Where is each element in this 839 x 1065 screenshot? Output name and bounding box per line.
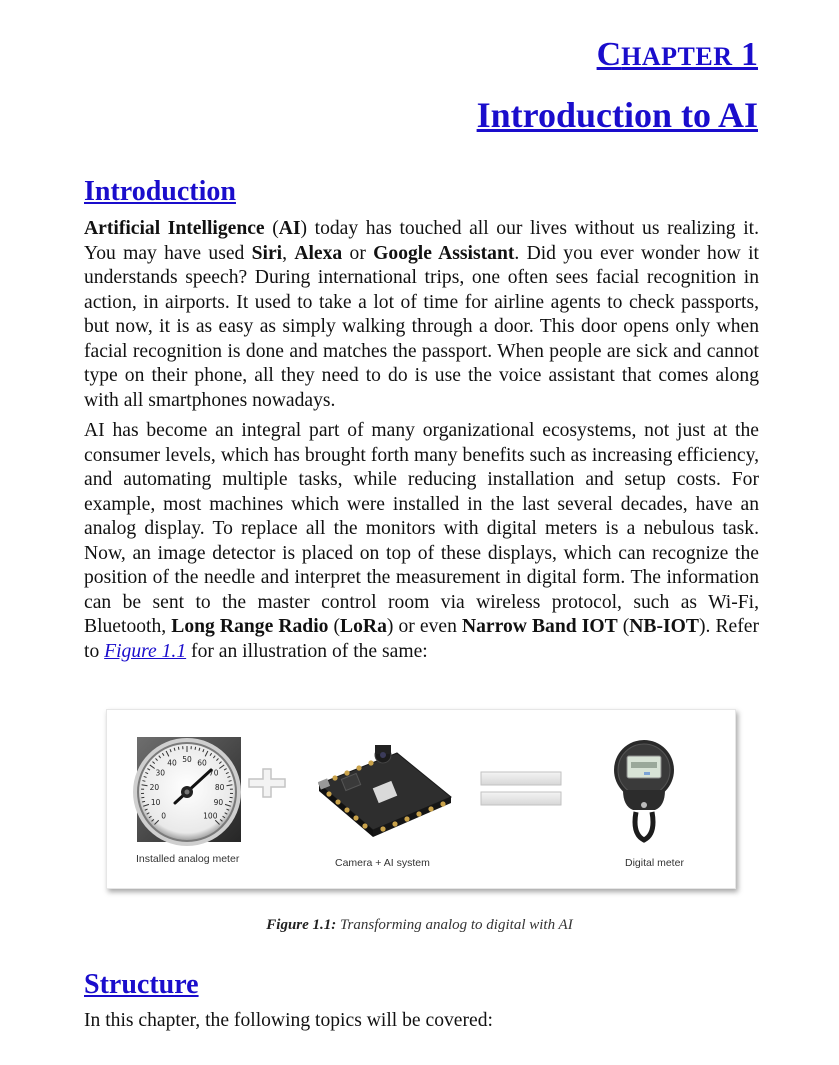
analog-meter-image <box>133 737 241 846</box>
figure-caption: Figure 1.1: Transforming analog to digital with AI <box>266 917 573 933</box>
gauge-tick <box>229 801 232 802</box>
chapter-label: CHAPTER 1 <box>596 36 758 73</box>
gauge-number: 60 <box>197 758 207 768</box>
gauge-tick <box>195 747 196 750</box>
gauge-number: 10 <box>150 798 161 808</box>
gauge-number: 30 <box>155 768 166 778</box>
intro-paragraph-2: AI has become an integral part of many organizational ecosystems, not just at the consumer levels, which has brought forth many benefits such as increasing efficiency, and automating multiple tasks, while reducing installation and setup costs. For example, most machines which were installed in the last several decades, have an analog display. To replace all the monitors with digital meters is a nebulous task. Now, an image detector is placed on top of these displays, which can recognize the position of the needle and interpret the measurement in digital form. The information can be sent to the master control room via wireless protocol, such as Wi-Fi, Bluetooth, Long Range Radio (LoRa) or even Narrow Band IOT (NB-IOT). Refer to Figure 1.1 for an illustration of the same: <box>84 420 759 662</box>
plus-icon <box>249 769 285 797</box>
gauge-tick <box>178 747 179 750</box>
structure-heading: Structure <box>84 969 199 1000</box>
gauge-number: 0 <box>161 811 167 821</box>
equals-icon <box>481 772 561 805</box>
structure-paragraph: In this chapter, the following topics will be covered: <box>84 1010 493 1031</box>
figure-label-camera-ai: Camera + AI system <box>335 857 430 869</box>
figure-label-digital-meter: Digital meter <box>625 857 684 869</box>
figure-label-analog-meter: Installed analog meter <box>136 853 240 865</box>
introduction-heading: Introduction <box>84 176 236 207</box>
gauge-number: 80 <box>214 782 225 792</box>
gauge-number: 70 <box>208 768 219 778</box>
digital-meter-image <box>614 740 674 840</box>
gauge-number: 90 <box>213 798 224 808</box>
chapter-title: Introduction to AI <box>476 95 758 135</box>
gauge-number: 20 <box>149 782 160 792</box>
gauge-number: 50 <box>182 755 192 764</box>
figure-1-1 <box>106 709 736 889</box>
intro-paragraph-1: Artificial Intelligence (AI) today has touched all our lives without us realizing it. You may have used Siri, Alexa or Google Assistant. Did you ever wonder how it understands speech? During international trips, one often sees facial recognition in action, in airports. It used to take a lot of time for airline agents to check passports, but now, it is as easy as simply walking through a door. This door opens only when facial recognition is done and matches the passport. When people are sick and cannot type on their phone, all they need to do is use the voice assistant that comes along with all smartphones nowadays. <box>84 218 759 411</box>
gauge-tick <box>142 801 145 802</box>
gauge-number: 40 <box>167 758 177 768</box>
gauge-number: 100 <box>203 811 218 821</box>
camera-ai-board-image <box>318 745 451 837</box>
figure-1-1-link[interactable]: Figure 1.1 <box>104 640 187 662</box>
